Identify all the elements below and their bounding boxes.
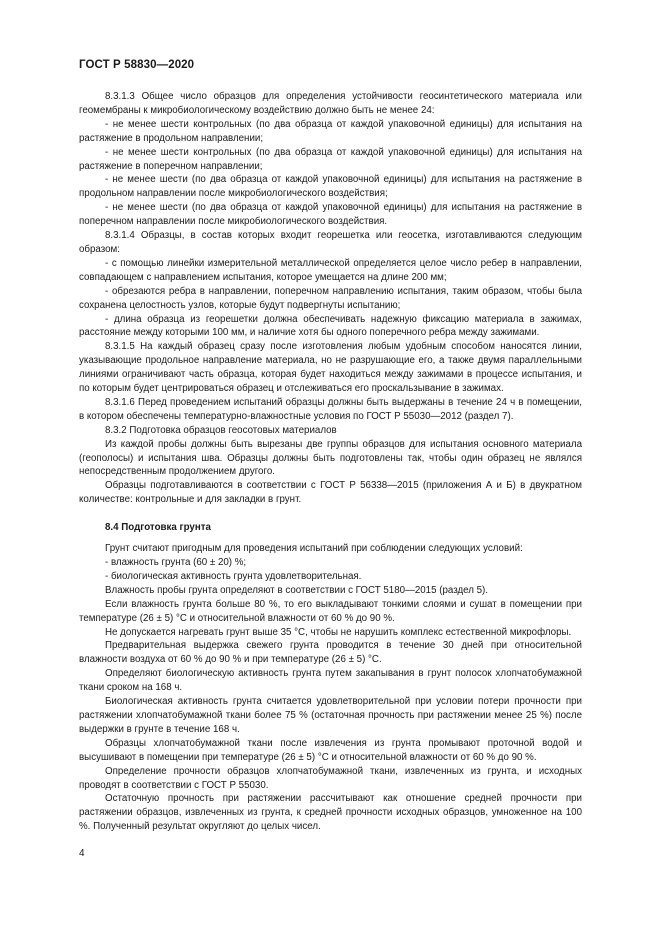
paragraph: Не допускается нагревать грунт выше 35 °С, чтобы не нарушить комплекс естественной микрофлоры. (105, 626, 572, 638)
paragraph: Из каждой пробы должны быть вырезаны две группы образцов для испытания основного материала (геополосы) и испытания шва. Образцы должны быть подготовлены так, чтобы один образец не являлся непосредственным продолжением другого. (79, 438, 582, 478)
list-item: - биологическая активность грунта удовлетворительная. (105, 570, 362, 582)
paragraph: 8.3.1.5 На каждый образец сразу после изготовления любым удобным способом наносятся линии, указывающие продольное направление материала, но не разрушающие его, а также двумя параллельными линиями ограничивают часть образца, которая будет находиться между зажимами в процессе испытания, и по которым будет центрироваться образец и отслеживаться его проскальзывание в зажимах. (79, 341, 582, 395)
document-header: ГОСТ Р 58830—2020 (79, 59, 195, 71)
paragraph: Образцы хлопчатобумажной ткани после извлечения из грунта промывают проточной водой и высушивают в помещении при температуре (26 ± 5) °С и относительной влажности от 60 % до 90 %. (79, 737, 582, 763)
paragraph: 8.3.1.6 Перед проведением испытаний образцы должны быть выдержаны в течение 24 ч в помещении, в котором обеспечены температурно-влажностные условия по ГОСТ Р 55030—2012 (раздел 7). (79, 396, 582, 422)
paragraph: Влажность пробы грунта определяют в соответствии с ГОСТ 5180—2015 (раздел 5). (105, 584, 489, 596)
list-item: - длина образца из георешетки должна обеспечивать надежную фиксацию материала в зажимах, расстояние между которыми 100 мм, и наличие хотя бы одного поперечного ребра между зажимами. (79, 313, 582, 339)
paragraph: Биологическая активность грунта считается удовлетворительной при условии потери прочности при растяжении хлопчатобумажной ткани более 75 % (остаточная прочность при растяжении менее 25 %) после выдержки в грунте в течение 168 ч. (79, 696, 582, 735)
list-item: - не менее шести (по два образца от каждой упаковочной единицы) для испытания на растяжение в продольном направлении после микробиологического воздействия; (79, 174, 582, 200)
list-item: - с помощью линейки измерительной металлической определяется целое число ребер в направлении, совпадающем с направлением испытания, которое умещается на длине 200 мм; (79, 257, 582, 283)
paragraph: Определяют биологическую активность грунта путем закапывания в грунт полосок хлопчатобумажной ткани сроком на 168 ч. (79, 668, 582, 694)
document-body (79, 90, 582, 834)
section-title: 8.4 Подготовка грунта (105, 522, 211, 534)
paragraph: Образцы подготавливаются в соответствии с ГОСТ Р 56338—2015 (приложения А и Б) в двукратном количестве: контрольные и для закладки в грунт. (79, 480, 582, 506)
page-number: 4 (79, 848, 85, 859)
list-item: - обрезаются ребра в направлении, поперечном направлению испытания, таким образом, чтобы была сохранена целостность узлов, которые будут подвергнуты испытанию; (79, 285, 582, 311)
paragraph: Предварительная выдержка свежего грунта проводится в течение 30 дней при относительной влажности воздуха от 60 % до 90 % и при температуре (26 ± 5) °С. (79, 640, 582, 666)
paragraph: 8.3.1.4 Образцы, в состав которых входит георешетка или геосетка, изготавливаются следующим образом: (79, 230, 582, 255)
paragraph: Определение прочности образцов хлопчатобумажной ткани, извлеченных из грунта, и исходных проводят в соответствии с ГОСТ Р 55030. (79, 765, 582, 791)
paragraph: Если влажность грунта больше 80 %, то его выкладывают тонкими слоями и сушат в помещении при температуре (26 ± 5) °С и относительной влажности от 60 % до 90 %. (79, 598, 582, 624)
list-item: - не менее шести контрольных (по два образца от каждой упаковочной единицы) для испытания на растяжение в поперечном направлении; (79, 146, 582, 172)
paragraph: 8.3.1.3 Общее число образцов для определения устойчивости геосинтетического материала или геомембраны к микробиологическому воздействию должно быть не менее 24: (79, 91, 582, 116)
list-item: - не менее шести (по два образца от каждой упаковочной единицы) для испытания на растяжение в поперечном направлении после микробиологического воздействия. (79, 202, 582, 228)
paragraph: Грунт считают пригодным для проведения испытаний при соблюдении следующих условий: (105, 543, 523, 555)
paragraph: Остаточную прочность при растяжении рассчитывают как отношение средней прочности при растяжении образцов, извлеченных из грунта, к средней прочности исходных образцов, умноженное на 100 %. Полученный результат округляют до целых чисел. (79, 793, 582, 833)
subsection-title: 8.3.2 Подготовка образцов геосотовых материалов (105, 424, 337, 436)
list-item: - не менее шести контрольных (по два образца от каждой упаковочной единицы) для испытания на растяжение в продольном направлении; (79, 118, 582, 144)
list-item: - влажность грунта (60 ± 20) %; (105, 557, 247, 568)
